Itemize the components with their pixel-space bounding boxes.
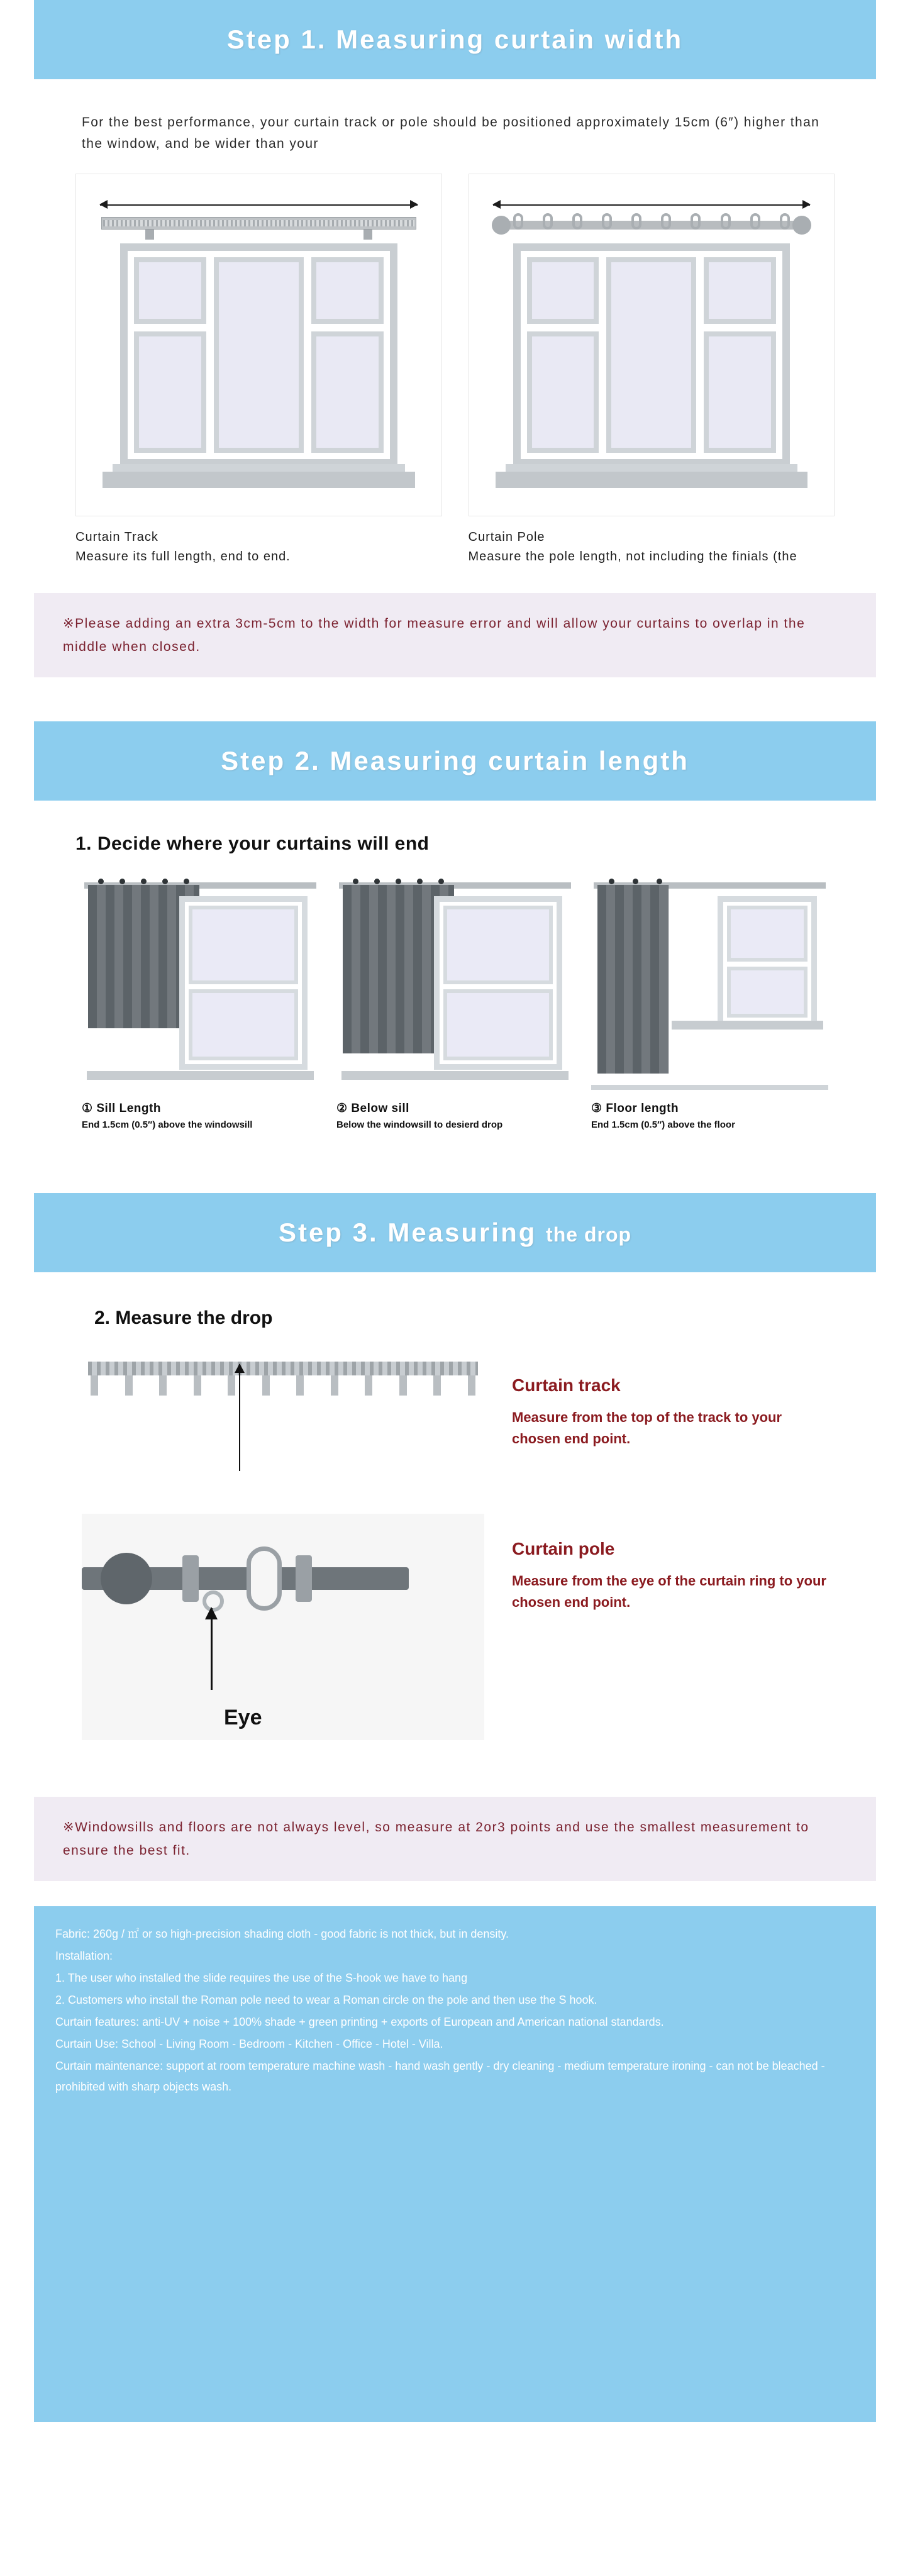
pole-ring — [750, 213, 760, 230]
grommet — [162, 879, 168, 884]
window-pane — [189, 989, 298, 1060]
arrow-right-icon — [410, 200, 418, 209]
curtain-track-diagram — [75, 174, 442, 516]
window-pane — [189, 906, 298, 984]
option-label: Sill Length — [96, 1102, 161, 1115]
curtain-pole-title: Curtain Pole — [468, 530, 545, 544]
track-hook — [159, 1375, 167, 1396]
option-label: Below sill — [351, 1102, 409, 1115]
step1-notice: ※Please adding an extra 3cm-5cm to the width for measure error and will allow your curtains to overlap in the middle when closed. — [34, 593, 876, 677]
track-bracket-right — [363, 230, 372, 240]
window-pane — [704, 257, 776, 324]
pole-ring — [780, 213, 790, 230]
track-hook — [125, 1375, 133, 1396]
pole-ring — [572, 213, 582, 230]
window-pane — [311, 257, 384, 324]
sill-length-diagram — [82, 870, 319, 1096]
below-sill-detail: Below the windowsill to desierd drop — [336, 1119, 503, 1130]
footer-line: 2. Customers who install the Roman pole need to wear a Roman circle on the pole and then use the S hook. — [55, 1994, 597, 2006]
step3-banner-sub: the drop — [546, 1223, 632, 1246]
curtain-panel — [597, 885, 669, 1074]
option-number: ② — [336, 1102, 348, 1115]
window-pane — [727, 906, 807, 962]
grommet — [119, 879, 125, 884]
pole-bracket-left — [182, 1555, 199, 1602]
option-below-sill — [336, 870, 574, 1130]
window-frame — [434, 896, 562, 1070]
curtain-track-instruction: Measure from the top of the track to your chosen end point. — [512, 1409, 782, 1446]
window-sill — [87, 1071, 314, 1080]
measure-arrow-up-icon — [211, 1608, 213, 1690]
option-floor-length — [591, 870, 828, 1130]
step3-banner-main: Step 3. Measuring — [278, 1218, 537, 1247]
curtain-pole-card — [469, 174, 835, 567]
track-drop-text-block — [512, 1350, 828, 1450]
footer-line: 1. The user who installed the slide requires the use of the S-hook we have to hang — [55, 1972, 468, 1984]
pane-col-left — [527, 257, 599, 453]
grommet — [396, 879, 401, 884]
grommet — [438, 879, 444, 884]
curtain-pole-desc: Measure the pole length, not including the finials (the — [468, 550, 797, 564]
pole-ring — [513, 213, 523, 230]
arrow-line — [493, 204, 811, 206]
step1-diagram-row — [75, 174, 835, 567]
window-pane — [443, 989, 553, 1060]
window-pane — [527, 331, 599, 453]
step3-banner-title — [279, 1218, 631, 1248]
sill-length-detail: End 1.5cm (0.5″) above the windowsill — [82, 1119, 253, 1130]
grommet — [141, 879, 147, 884]
curtain-pole-diagram — [469, 174, 835, 516]
footer-line: Installation: — [55, 1950, 113, 1962]
arrow-right-icon — [802, 200, 811, 209]
pane-col-right — [704, 257, 776, 453]
option-sill-length — [82, 870, 319, 1130]
grommet — [184, 879, 189, 884]
step2-banner — [34, 721, 876, 801]
window-panes — [443, 906, 553, 1060]
window-sill-upper — [113, 464, 405, 472]
window-pane — [527, 257, 599, 324]
curtain-track-card — [75, 174, 442, 567]
track-hook — [365, 1375, 372, 1396]
drop-track-row — [82, 1350, 828, 1476]
footer-line: Curtain Use: School - Living Room - Bedroom - Kitchen - Office - Hotel - Villa. — [55, 2038, 443, 2050]
window-pane — [704, 331, 776, 453]
window-pane — [727, 967, 807, 1018]
track-hook — [228, 1375, 235, 1396]
track-hook — [331, 1375, 338, 1396]
track-hook — [91, 1375, 98, 1396]
track-hooks — [91, 1375, 475, 1397]
window-panes — [134, 257, 384, 453]
window-pane — [311, 331, 384, 453]
pole-rings — [513, 213, 791, 232]
pole-ring — [543, 213, 553, 230]
track-drop-diagram — [82, 1350, 484, 1476]
grommet — [98, 879, 104, 884]
window-frame — [179, 896, 308, 1070]
arrow-left-icon — [492, 200, 501, 209]
pole-ring — [721, 213, 731, 230]
curtain-track-caption — [75, 528, 442, 567]
window-panes — [727, 906, 807, 1018]
grommet — [609, 879, 614, 884]
product-details-block — [34, 1906, 876, 2422]
track-hook — [262, 1375, 270, 1396]
window-sill-upper — [506, 464, 798, 472]
floor-length-diagram — [591, 870, 828, 1096]
step1-intro-text: For the best performance, your curtain track or pole should be positioned approximately 15cm (6″) higher than the window, and be wider than your — [82, 115, 820, 151]
window-pane-center — [606, 257, 696, 453]
track-art — [82, 1350, 484, 1476]
grommet — [657, 879, 662, 884]
curtain-track-title: Curtain Track — [75, 530, 158, 544]
arrow-line — [100, 204, 418, 206]
drop-pole-row — [82, 1514, 828, 1740]
step1-banner-title: Step 1. Measuring curtain width — [226, 25, 684, 54]
step1-banner — [34, 0, 876, 79]
width-arrow-pole — [493, 198, 811, 212]
pole-bracket-right — [296, 1555, 312, 1602]
window-panes — [189, 906, 298, 1060]
window-panes — [527, 257, 777, 453]
pole-art — [82, 1514, 484, 1740]
pole-drop-diagram — [82, 1514, 484, 1740]
footer-line: Fabric: 260g / ㎡ or so high-precision shading cloth - good fabric is not thick, but in density. — [55, 1928, 509, 1940]
pole-ring — [602, 213, 612, 230]
pane-col-right — [311, 257, 384, 453]
window-pane-center — [214, 257, 304, 453]
option-number: ① — [82, 1102, 93, 1115]
footer-line: Curtain maintenance: support at room temperature machine wash - hand wash gently - dry cleaning - medium temperature ironing - can not be bleached - prohibited with sharp objects wash. — [55, 2060, 825, 2093]
window-frame — [513, 243, 791, 467]
footer-line: Curtain features: anti-UV + noise + 100% shade + green printing + exports of European and American national standards. — [55, 2016, 664, 2028]
pole-ring — [691, 213, 701, 230]
curtain-track-desc: Measure its full length, end to end. — [75, 550, 291, 564]
pole-ring — [661, 213, 671, 230]
step2-subheading: 1. Decide where your curtains will end — [75, 833, 430, 854]
below-sill-caption — [336, 1101, 574, 1116]
eye-label: Eye — [224, 1706, 262, 1729]
curtain-pole-caption — [469, 528, 835, 567]
window-pane — [134, 257, 206, 324]
window-frame — [120, 243, 397, 467]
floor-line — [591, 1085, 828, 1090]
window-sill — [496, 472, 808, 488]
window-sill — [103, 472, 415, 488]
grommet — [353, 879, 358, 884]
step2-banner-title: Step 2. Measuring curtain length — [221, 746, 689, 775]
curtain-track-rail — [101, 217, 416, 230]
floor-length-caption — [591, 1101, 828, 1116]
track-hook — [433, 1375, 441, 1396]
track-hook — [399, 1375, 407, 1396]
option-label: Floor length — [606, 1102, 679, 1115]
step3-subheading: 2. Measure the drop — [94, 1307, 273, 1328]
measure-arrow-up-icon — [239, 1364, 240, 1471]
window-sill — [341, 1071, 569, 1080]
track-hook — [296, 1375, 304, 1396]
curtain-length-options — [82, 870, 828, 1130]
rail-ticks — [103, 220, 414, 226]
track-hook — [194, 1375, 201, 1396]
width-arrow-track — [100, 198, 418, 212]
window-pane — [443, 906, 553, 984]
curtain-ring — [247, 1546, 282, 1611]
pole-finial-right — [792, 216, 811, 235]
curtain-pole-instruction: Measure from the eye of the curtain ring to your chosen end point. — [512, 1573, 826, 1610]
track-bracket-left — [145, 230, 154, 240]
pole-ring — [631, 213, 641, 230]
window-sill — [672, 1021, 823, 1030]
pole-finial-icon — [101, 1553, 152, 1604]
step3-notice: ※Windowsills and floors are not always level, so measure at 2or3 points and use the smallest measurement to ensure the best fit. — [34, 1797, 876, 1881]
curtain-track-heading: Curtain track — [512, 1375, 621, 1395]
window-pane — [134, 331, 206, 453]
arrow-left-icon — [99, 200, 108, 209]
grommet — [374, 879, 380, 884]
curtain-pole-heading: Curtain pole — [512, 1539, 615, 1558]
pole-finial-left — [492, 216, 511, 235]
step3-banner — [34, 1193, 876, 1272]
curtain-track-rail — [88, 1362, 478, 1375]
below-sill-diagram — [336, 870, 574, 1096]
pane-col-left — [134, 257, 206, 453]
pole-drop-text-block — [512, 1514, 828, 1613]
window-frame — [718, 896, 817, 1027]
grommet — [417, 879, 423, 884]
grommet — [633, 879, 638, 884]
sill-length-caption — [82, 1101, 319, 1116]
track-hook — [468, 1375, 475, 1396]
option-number: ③ — [591, 1102, 602, 1115]
floor-length-detail: End 1.5cm (0.5″) above the floor — [591, 1119, 735, 1130]
